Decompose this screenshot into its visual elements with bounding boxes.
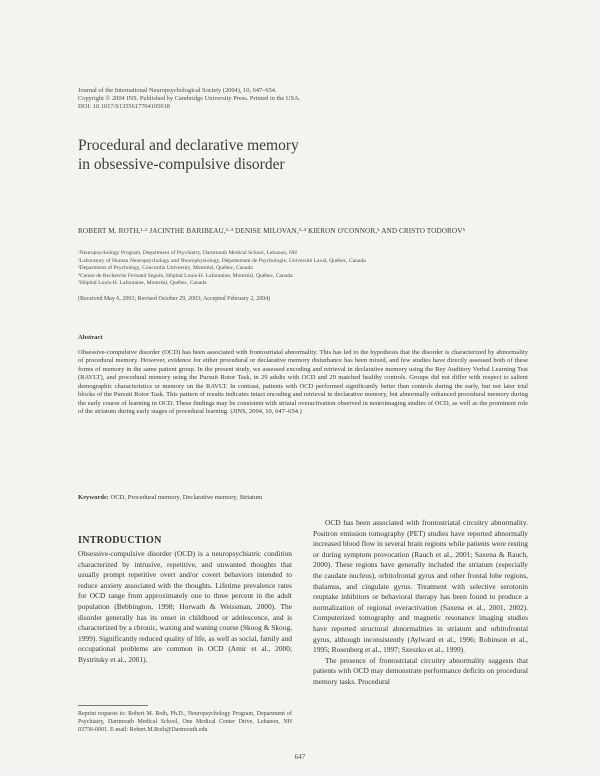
footnote-rule xyxy=(78,705,148,706)
keywords-label: Keywords: xyxy=(78,494,109,501)
abstract-heading: Abstract xyxy=(78,334,103,341)
affiliation-2: ²Laboratory of Human Neuropsychology and Neurophysiology, Département de Psychologie, Université Laval, Québec, Canada xyxy=(78,257,366,264)
journal-line-3: DOI: 10.1017/S1355617704105018 xyxy=(78,103,170,110)
title-line-1: Procedural and declarative memory xyxy=(78,137,299,154)
affiliation-1: ¹Neuropsychology Program, Department of Psychiatry, Dartmouth Medical School, Lebanon, NH xyxy=(78,250,297,256)
abstract-text: Obsessive-compulsive disorder (OCD) has been associated with frontostriatal abnormality. This has led to the hypothesis that the disorder is characterized by abnormality of procedural memory. However, evidence for either procedural or declarative memory disturbance has been mixed, and few studies have directly assessed both of these forms of memory in the same patient group. In the present study, we assessed encoding and retrieval in declarative memory using the Rey Auditory Verbal Learning Test (RAVLT), and procedural memory using the Pursuit Rotor Task, in 29 adults with OCD and 29 matched healthy controls. Groups did not differ with respect to salient demographic characteristics or memory on the RAVLT. In contrast, patients with OCD performed significantly better than controls during the early, but not later trial blocks of the Pursuit Rotor Task. This pattern of results indicates intact encoding and retrieval in declarative memory, but abnormally enhanced procedural memory during the early course of learning in OCD. These findings may be consistent with striatal overactivation observed in neuroimaging studies of OCD, as well as the prominent role of the striatum during early stages of procedural learning. (JINS, 2004, 10, 647–654.) xyxy=(78,349,528,416)
reprint-footnote: Reprint requests to: Robert M. Roth, Ph.D., Neuropsychology Program, Department of Psychiatry, Dartmouth Medical School, One Medical Center Drive, Lebanon, NH 03756-0001. E-mail: Robert.M.Roth@Dartmouth.edu xyxy=(78,711,292,734)
intro-paragraph-3: The presence of frontostriatal circuitry abnormality suggests that patients with OCD may demonstrate performance deficits on procedural memory tasks. Procedural xyxy=(313,655,528,686)
page-number: 647 xyxy=(294,753,306,761)
left-column xyxy=(78,549,292,666)
keywords-text: OCD, Procedural memory, Declarative memory, Striatum xyxy=(110,494,263,501)
affiliations xyxy=(78,250,498,288)
author-list: ROBERT M. ROTH,¹·² JACINTHE BARIBEAU,³·⁴ DENISE MILOVAN,³·⁴ KIERON O'CONNOR,⁵ AND CRISTO TODOROV⁵ xyxy=(78,227,466,235)
journal-citation xyxy=(78,87,398,111)
received-dates: (Received May 6, 2003; Revised October 29, 2003; Accepted February 2, 2004) xyxy=(78,296,271,302)
affiliation-3: ³Department of Psychology, Concordia University, Montréal, Québec, Canada xyxy=(78,265,253,272)
journal-line-2: Copyright © 2004 INS. Published by Cambridge University Press. Printed in the USA. xyxy=(78,95,301,102)
article-title xyxy=(78,136,438,174)
introduction-heading: INTRODUCTION xyxy=(78,535,162,546)
affiliation-4: ⁴Centre de Recherche Fernand Seguin, Hôpital Louis-H. Lafontaine, Montréal, Québec, Canada xyxy=(78,272,293,279)
right-column xyxy=(313,518,528,688)
title-line-2: in obsessive-compulsive disorder xyxy=(78,156,285,173)
journal-line-1: Journal of the International Neuropsychological Society (2004), 10, 647–654. xyxy=(78,87,277,94)
intro-paragraph-1: Obsessive-compulsive disorder (OCD) is a neuropsychiatric condition characterized by intrusive, repetitive, and unwanted thoughts that usually prompt repetitive overt and/or covert behaviors intended to reduce anxiety associated with the thoughts. Lifetime prevalence rates for OCD range from approximately one to three percent in the adult population (Bebbington, 1998; Horwath & Weissman, 2000). The disorder generally has its onset in childhood or adolescence, and is characterized by a chronic, waxing and waning course (Skoog & Skoog, 1999). Significantly reduced quality of life, as well as social, family and occupational problems are common in OCD (Amir et al., 2000; Bystritsky et al., 2001). xyxy=(78,549,292,664)
affiliation-5: ⁵Hôpital Louis-H. Lafontaine, Montréal, Québec, Canada xyxy=(78,280,207,287)
keywords xyxy=(78,493,528,502)
intro-paragraph-2: OCD has been associated with frontostriatal circuitry abnormality. Positron emission tomography (PET) studies have reported abnormally increased blood flow in several brain regions while patients were resting or during symptom provocation (Rauch et al., 2001; Saxena & Rauch, 2000). These regions have generally included the striatum (especially the caudate nucleus), orbitofrontal gyrus and other frontal lobe regions, thalamus, and cingulate gyrus. Treatment with selective serotonin reuptake inhibitors or behavioral therapy has been found to produce a normalization of regional overactivation (Saxena et al., 2001, 2002). Computerized tomography and magnetic resonance imaging studies have reported structural abnormalities in striatum and orbitofrontal gyrus, although inconsistently (Aylward et al., 1996; Robinson et al., 1995; Rosenberg et al., 1997; Szeszko et al., 1999). xyxy=(313,518,528,655)
